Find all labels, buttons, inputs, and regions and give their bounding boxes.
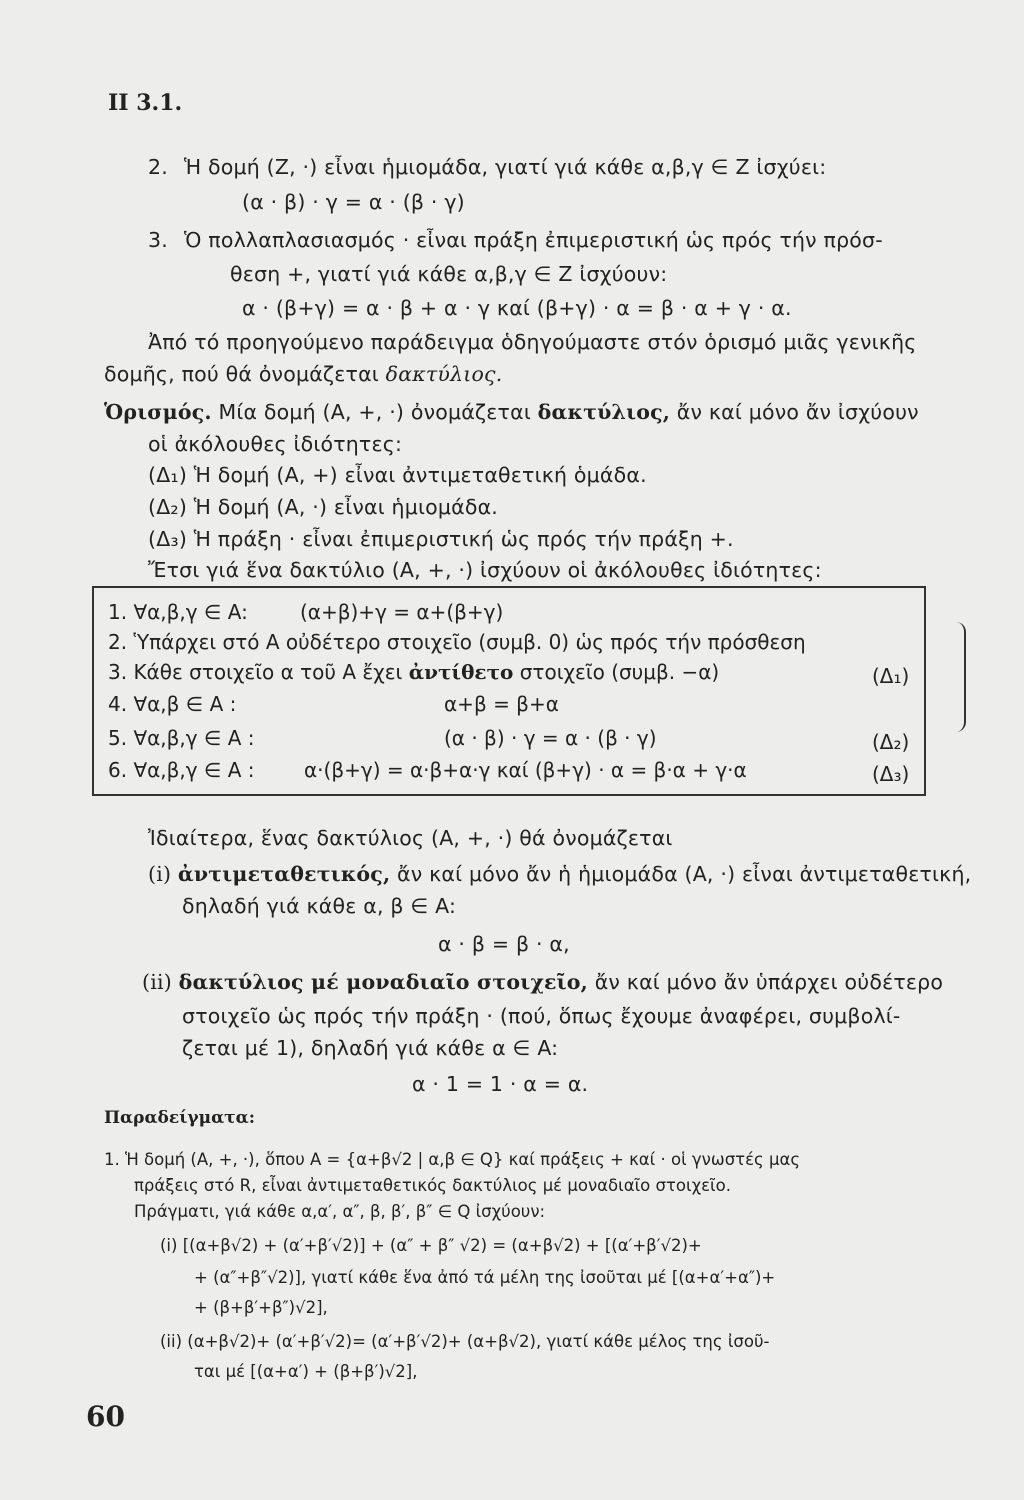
- property-2: 2. Ὑπάρχει στό A οὐδέτερο στοιχεῖο (συμβ. 0) ὡς πρός τήν πρόσθεση: [108, 630, 806, 654]
- property-4-label: 4. ∀α,β ∈ A :: [108, 692, 237, 716]
- special-ii-label: (ii): [142, 970, 179, 994]
- item-3-text-line2: θεση +, γιατί γιά κάθε α,β,γ ∈ Z ἰσχύουν:: [230, 262, 668, 286]
- special-ii-line2: στοιχεῖο ὡς πρός τήν πράξη · (πού, ὅπως ἔχουμε ἀναφέρει, συμβολί-: [182, 1004, 901, 1028]
- properties-box: [92, 586, 926, 796]
- property-4-formula: α+β = β+α: [444, 692, 559, 716]
- property-3-text-a: 3. Κάθε στοιχεῖο α τοῦ A ἔχει: [108, 660, 409, 684]
- property-1-formula: (α+β)+γ = α+(β+γ): [300, 600, 504, 624]
- example-1-line3: Πράγματι, γιά κάθε α,α′, α″, β, β′, β″ ∈ Q ἰσχύουν:: [134, 1202, 546, 1221]
- tag-d1: (Δ₁): [872, 664, 910, 688]
- item-3-number: 3.: [148, 228, 168, 252]
- item-3-text-line1: Ὁ πολλαπλασιασμός · εἶναι πράξη ἐπιμεριστική ὡς πρός τήν πρόσ-: [184, 228, 883, 252]
- properties-summary: Ἔτσι γιά ἕνα δακτύλιο (A, +, ·) ἰσχύουν οἱ ἀκόλουθες ἰδιότητες:: [148, 558, 822, 582]
- example-ii-line2: ται μέ [(α+α′) + (β+β′)√2],: [194, 1362, 418, 1381]
- definition-d3: (Δ₃) Ἡ πράξη · εἶναι ἐπιμεριστική ὡς πρός τήν πράξη +.: [148, 527, 734, 551]
- example-i-line3: + (β+β′+β″)√2],: [194, 1298, 328, 1317]
- tag-d2: (Δ₂): [872, 730, 910, 754]
- definition-text-a: Μία δομή (A, +, ·) ὀνομάζεται: [211, 400, 538, 424]
- item-2-number: 2.: [148, 155, 168, 179]
- definition-label: Ὁρισμός.: [104, 400, 212, 424]
- item-2-text: Ἡ δομή (Z, ·) εἶναι ἡμιομάδα, γιατί γιά κάθε α,β,γ ∈ Z ἰσχύει:: [184, 155, 827, 179]
- definition-text-b: ἄν καί μόνο ἄν ἰσχύουν: [670, 400, 919, 424]
- property-6-formula: α·(β+γ) = α·β+α·γ καί (β+γ) · α = β·α + γ·α: [304, 758, 747, 782]
- special-i-line1: [148, 862, 971, 886]
- example-i-line1: (i) [(α+β√2) + (α′+β′√2)] + (α″ + β″ √2) = (α+β√2) + [(α′+β′√2)+: [160, 1236, 702, 1255]
- brace-d1: [952, 622, 966, 732]
- example-i-line2: + (α″+β″√2)], γιατί κάθε ἕνα ἀπό τά μέλη της ἰσοῦται μέ [(α+α′+α″)+: [194, 1268, 776, 1287]
- example-1-line1: 1. Ἡ δομή (A, +, ·), ὅπου A = {α+β√2 | α,β ∈ Q} καί πράξεις + καί · οἱ γνωστές μας: [104, 1150, 801, 1169]
- lead-paragraph-line2: [104, 362, 502, 386]
- property-3: [108, 660, 719, 684]
- property-5-formula: (α · β) · γ = α · (β · γ): [444, 726, 657, 750]
- section-number: II 3.1.: [108, 90, 183, 116]
- examples-title: Παραδείγματα:: [104, 1108, 255, 1128]
- item-2-formula: (α · β) · γ = α · (β · γ): [242, 190, 465, 214]
- special-ii-text: ἄν καί μόνο ἄν ὑπάρχει οὐδέτερο: [588, 970, 944, 994]
- definition-term: δακτύλιος,: [537, 400, 671, 424]
- lead-paragraph-line1: Ἀπό τό προηγούμενο παράδειγμα ὁδηγούμαστε στόν ὁρισμό μιᾶς γενικῆς: [148, 330, 917, 354]
- property-3-text-b: στοιχεῖο (συμβ. −α): [513, 660, 720, 684]
- special-ii-formula: α · 1 = 1 · α = α.: [412, 1072, 589, 1096]
- special-i-line2: δηλαδή γιά κάθε α, β ∈ A:: [182, 894, 457, 918]
- special-i-text: ἄν καί μόνο ἄν ἡ ἡμιομάδα (A, ·) εἶναι ἀντιμεταθετική,: [390, 862, 972, 886]
- property-5-label: 5. ∀α,β,γ ∈ A :: [108, 726, 255, 750]
- lead-text: δομῆς, πού θά ὀνομάζεται: [104, 362, 386, 386]
- definition-line1: [104, 400, 919, 424]
- special-i-term: ἀντιμεταθετικός,: [177, 862, 391, 886]
- special-ii-term: δακτύλιος μέ μοναδιαῖο στοιχεῖο,: [178, 970, 588, 994]
- special-i-label: (i): [148, 862, 178, 886]
- special-ii-line1: [142, 970, 943, 994]
- term-daktylios: δακτύλιος.: [385, 362, 503, 386]
- property-6-label: 6. ∀α,β,γ ∈ A :: [108, 758, 255, 782]
- page-number: 60: [86, 1400, 125, 1433]
- property-1-label: 1. ∀α,β,γ ∈ A:: [108, 600, 248, 624]
- definition-line2: οἱ ἀκόλουθες ἰδιότητες:: [148, 432, 403, 456]
- example-ii-line1: (ii) (α+β√2)+ (α′+β′√2)= (α′+β′√2)+ (α+β√2), γιατί κάθε μέλος της ἰσοῦ-: [160, 1332, 770, 1351]
- item-3-formula: α · (β+γ) = α · β + α · γ καί (β+γ) · α = β · α + γ · α.: [242, 296, 792, 320]
- special-ii-line3: ζεται μέ 1), δηλαδή γιά κάθε α ∈ A:: [182, 1036, 559, 1060]
- example-1-line2: πράξεις στό R, εἶναι ἀντιμεταθετικός δακτύλιος μέ μοναδιαῖο στοιχεῖο.: [134, 1176, 731, 1195]
- property-3-term: ἀντίθετο: [408, 660, 514, 684]
- special-i-formula: α · β = β · α,: [438, 932, 570, 956]
- definition-d1: (Δ₁) Ἡ δομή (A, +) εἶναι ἀντιμεταθετική ὁμάδα.: [148, 463, 647, 487]
- tag-d3: (Δ₃): [872, 762, 910, 786]
- definition-d2: (Δ₂) Ἡ δομή (A, ·) εἶναι ἡμιομάδα.: [148, 495, 498, 519]
- special-lead: Ἰδιαίτερα, ἕνας δακτύλιος (A, +, ·) θά ὀνομάζεται: [148, 826, 673, 850]
